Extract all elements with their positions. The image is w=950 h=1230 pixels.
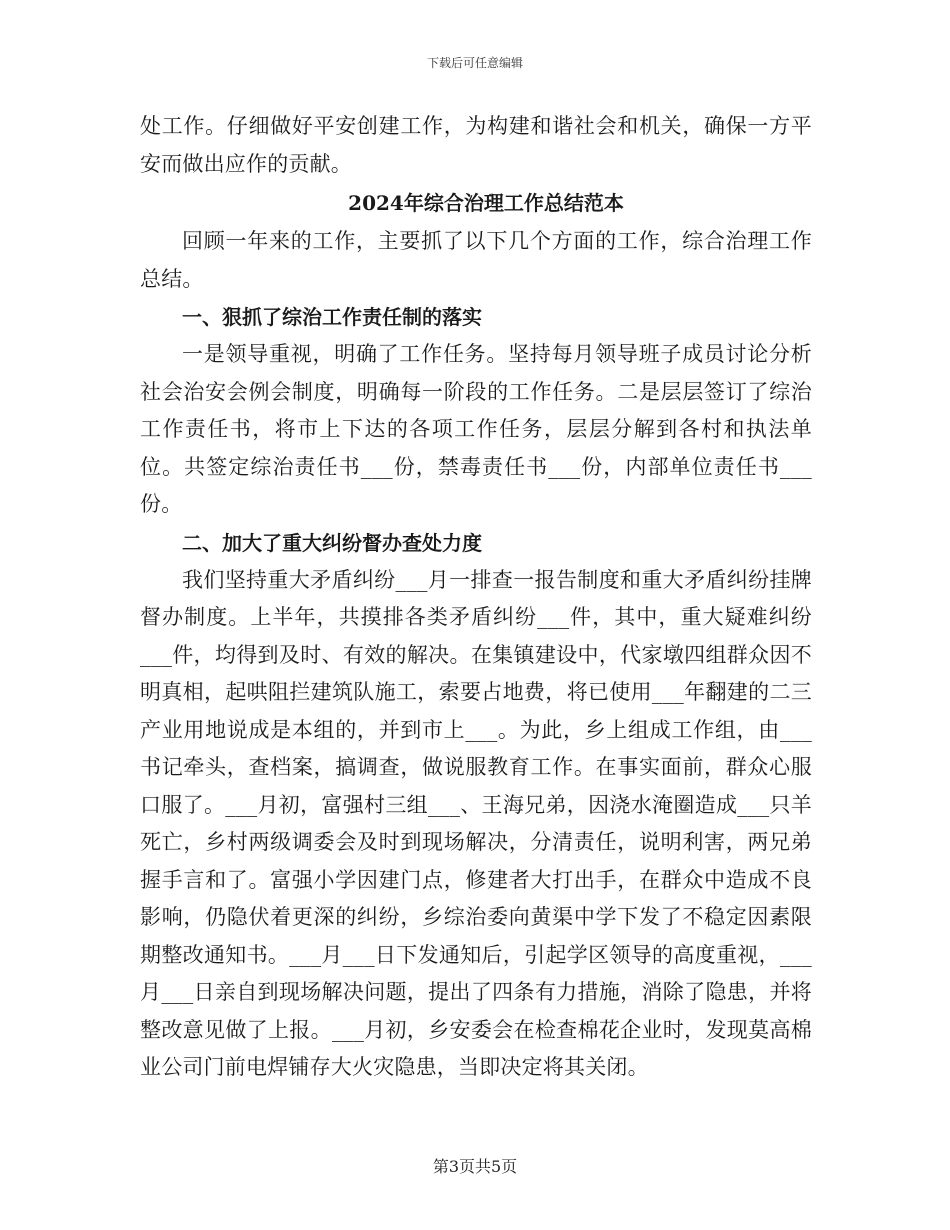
opening-paragraph: 回顾一年来的工作，主要抓了以下几个方面的工作，综合治理工作总结。 <box>140 229 812 291</box>
section-1-heading: 一、狠抓了综治工作责任制的落实 <box>182 305 482 329</box>
document-title: 2024年综合治理工作总结范本 <box>348 191 624 215</box>
section-1-body: 一是领导重视，明确了工作任务。坚持每月领导班子成员讨论分析社会治安会例会制度，明确每一阶段的工作任务。二是层层签订了综治工作责任书，将市上下达的各项工作任务，层层分解到各村和执法单位。共签定综治责任书___份，禁毒责任书___份，内部单位责任书___份。 <box>140 342 812 516</box>
page-number-footer: 第3页共5页 <box>432 1157 518 1176</box>
section-2-heading: 二、加大了重大纠纷督办查处力度 <box>182 530 482 555</box>
document-body <box>140 108 812 1087</box>
page-header-note: 下载后可任意编辑 <box>426 56 523 70</box>
section-2-body: 我们坚持重大矛盾纠纷___月一排查一报告制度和重大矛盾纠纷挂牌督办制度。上半年，共摸排各类矛盾纠纷___件，其中，重大疑难纠纷___件，均得到及时、有效的解决。在集镇建设中，代家墩四组群众因不明真相，起哄阻拦建筑队施工，索要占地费，将已使用___年翻建的二三产业用地说成是本组的，并到市上___。为此，乡上组成工作组，由___书记牵头，查档案，搞调查，做说服教育工作。在事实面前，群众心服口服了。___月初，富强村三组___、王海兄弟，因浇水淹圈造成___只羊死亡，乡村两级调委会及时到现场解决，分清责任，说明利害，两兄弟握手言和了。富强小学因建门点，修建者大打出手，在群众中造成不良影响，仍隐伏着更深的纠纷，乡综治委向黄渠中学下发了不稳定因素限期整改通知书。___月___日下发通知后，引起学区领导的高度重视，___月___日亲自到现场解决问题，提出了四条有力措施，消除了隐患，并将整改意见做了上报。___月初，乡安委会在检查棉花企业时，发现莫高棉业公司门前电焊铺存大火灾隐患，当即决定将其关闭。 <box>140 567 812 1079</box>
intro-fragment-paragraph: 处工作。仔细做好平安创建工作，为构建和谐社会和机关，确保一方平安而做出应作的贡献。 <box>140 114 812 176</box>
